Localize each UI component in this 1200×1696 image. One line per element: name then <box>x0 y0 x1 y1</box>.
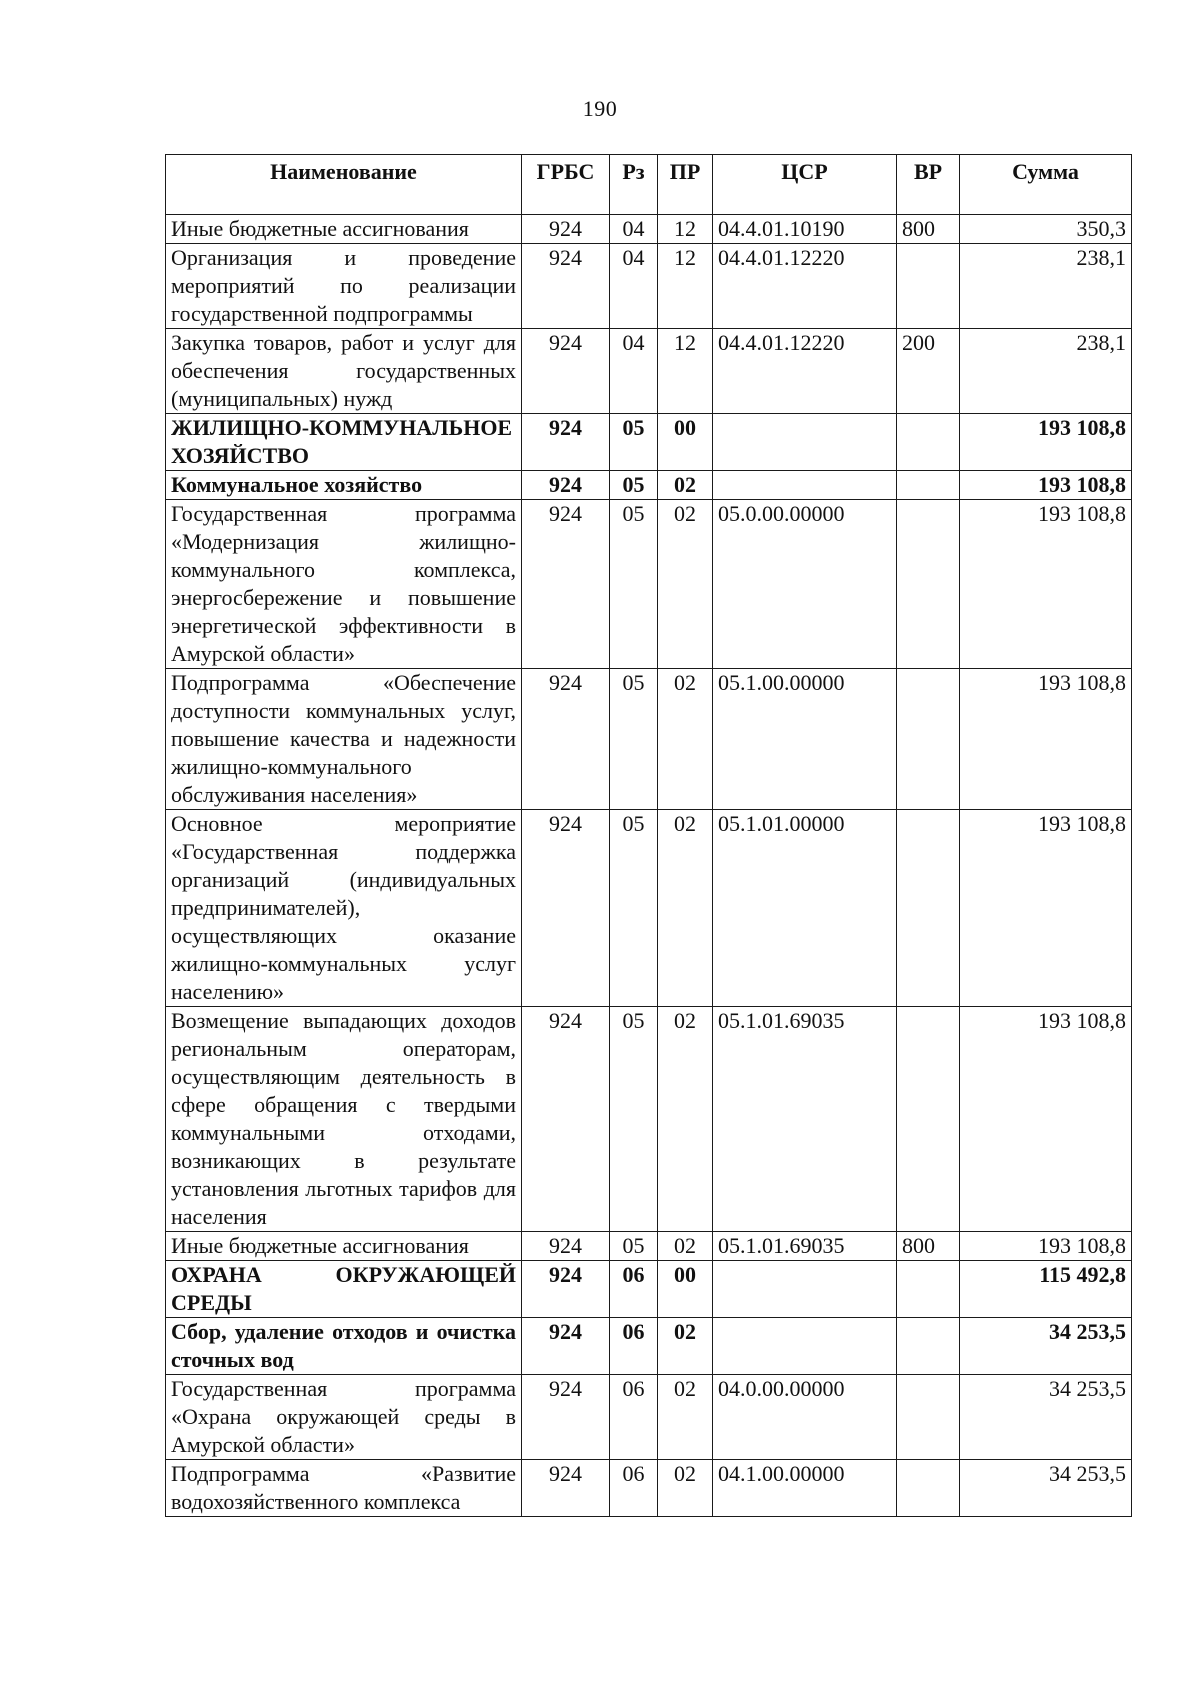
cell-name: Возмещение выпадающих доходов региональным операторам, осуществляющим деятельность в сфере обращения с твердыми коммунальными отходами, возникающих в результате установления льготных тарифов для населения <box>166 1007 522 1232</box>
cell-vr: 800 <box>897 215 960 244</box>
cell-sum: 34 253,5 <box>960 1375 1132 1460</box>
cell-name: ОХРАНА ОКРУЖАЮЩЕЙ СРЕДЫ <box>166 1261 522 1318</box>
cell-sum: 193 108,8 <box>960 810 1132 1007</box>
budget-table <box>165 154 1132 1517</box>
page-number: 190 <box>582 96 618 121</box>
cell-csr <box>713 414 897 471</box>
cell-name: Иные бюджетные ассигнования <box>166 1232 522 1261</box>
header-grbs: ГРБС <box>522 155 610 215</box>
cell-vr <box>897 669 960 810</box>
cell-pr: 12 <box>658 329 713 414</box>
cell-pr: 00 <box>658 1261 713 1318</box>
cell-sum: 193 108,8 <box>960 669 1132 810</box>
cell-name: Подпрограмма «Обеспечение доступности коммунальных услуг, повышение качества и надежности жилищно-коммунального обслуживания населения» <box>166 669 522 810</box>
table-row <box>166 244 1132 329</box>
table-row <box>166 669 1132 810</box>
table-row <box>166 1232 1132 1261</box>
header-name: Наименование <box>166 155 522 215</box>
cell-name: Государственная программа «Охрана окружающей среды в Амурской области» <box>166 1375 522 1460</box>
header-csr: ЦСР <box>713 155 897 215</box>
table-row <box>166 1007 1132 1232</box>
cell-pr: 12 <box>658 244 713 329</box>
cell-vr <box>897 471 960 500</box>
table-row <box>166 1460 1132 1517</box>
header-sum: Сумма <box>960 155 1132 215</box>
cell-rz: 04 <box>610 244 658 329</box>
cell-vr <box>897 500 960 669</box>
cell-sum: 350,3 <box>960 215 1132 244</box>
cell-vr <box>897 1460 960 1517</box>
cell-grbs: 924 <box>522 471 610 500</box>
cell-rz: 05 <box>610 414 658 471</box>
cell-rz: 05 <box>610 1007 658 1232</box>
cell-sum: 34 253,5 <box>960 1318 1132 1375</box>
cell-grbs: 924 <box>522 810 610 1007</box>
cell-sum: 238,1 <box>960 244 1132 329</box>
cell-vr <box>897 244 960 329</box>
cell-sum: 238,1 <box>960 329 1132 414</box>
cell-csr: 05.1.00.00000 <box>713 669 897 810</box>
table-header-row <box>166 155 1132 215</box>
cell-sum: 193 108,8 <box>960 1007 1132 1232</box>
cell-rz: 06 <box>610 1318 658 1375</box>
cell-rz: 05 <box>610 669 658 810</box>
cell-grbs: 924 <box>522 1318 610 1375</box>
table-row <box>166 1261 1132 1318</box>
cell-rz: 05 <box>610 810 658 1007</box>
cell-sum: 193 108,8 <box>960 1232 1132 1261</box>
header-rz: Рз <box>610 155 658 215</box>
cell-pr: 02 <box>658 1007 713 1232</box>
cell-name: Коммунальное хозяйство <box>166 471 522 500</box>
header-pr: ПР <box>658 155 713 215</box>
table-row <box>166 414 1132 471</box>
cell-pr: 02 <box>658 1375 713 1460</box>
cell-name: ЖИЛИЩНО-КОММУНАЛЬНОЕ ХОЗЯЙСТВО <box>166 414 522 471</box>
cell-pr: 02 <box>658 500 713 669</box>
cell-pr: 02 <box>658 669 713 810</box>
cell-name: Иные бюджетные ассигнования <box>166 215 522 244</box>
cell-sum: 34 253,5 <box>960 1460 1132 1517</box>
cell-csr: 04.1.00.00000 <box>713 1460 897 1517</box>
cell-grbs: 924 <box>522 669 610 810</box>
cell-csr: 05.1.01.69035 <box>713 1007 897 1232</box>
cell-csr: 04.0.00.00000 <box>713 1375 897 1460</box>
cell-grbs: 924 <box>522 1232 610 1261</box>
cell-vr: 800 <box>897 1232 960 1261</box>
table-row <box>166 500 1132 669</box>
cell-csr: 05.0.00.00000 <box>713 500 897 669</box>
cell-rz: 04 <box>610 215 658 244</box>
cell-vr <box>897 1318 960 1375</box>
cell-pr: 12 <box>658 215 713 244</box>
cell-rz: 06 <box>610 1460 658 1517</box>
cell-rz: 05 <box>610 500 658 669</box>
cell-sum: 193 108,8 <box>960 471 1132 500</box>
cell-pr: 02 <box>658 1460 713 1517</box>
cell-csr <box>713 1261 897 1318</box>
table-row <box>166 471 1132 500</box>
cell-pr: 02 <box>658 810 713 1007</box>
cell-name: Закупка товаров, работ и услуг для обеспечения государственных (муниципальных) нужд <box>166 329 522 414</box>
cell-csr: 05.1.01.69035 <box>713 1232 897 1261</box>
cell-name: Подпрограмма «Развитие водохозяйственного комплекса <box>166 1460 522 1517</box>
cell-csr <box>713 1318 897 1375</box>
cell-name: Организация и проведение мероприятий по реализации государственной подпрограммы <box>166 244 522 329</box>
cell-grbs: 924 <box>522 414 610 471</box>
cell-rz: 06 <box>610 1375 658 1460</box>
table-row <box>166 329 1132 414</box>
cell-grbs: 924 <box>522 215 610 244</box>
cell-csr <box>713 471 897 500</box>
cell-vr: 200 <box>897 329 960 414</box>
cell-rz: 06 <box>610 1261 658 1318</box>
cell-pr: 00 <box>658 414 713 471</box>
cell-vr <box>897 1261 960 1318</box>
cell-rz: 05 <box>610 471 658 500</box>
cell-rz: 04 <box>610 329 658 414</box>
cell-sum: 193 108,8 <box>960 500 1132 669</box>
table-row <box>166 1375 1132 1460</box>
cell-rz: 05 <box>610 1232 658 1261</box>
cell-name: Сбор, удаление отходов и очистка сточных вод <box>166 1318 522 1375</box>
table-row <box>166 215 1132 244</box>
cell-vr <box>897 1007 960 1232</box>
cell-pr: 02 <box>658 1232 713 1261</box>
cell-csr: 04.4.01.10190 <box>713 215 897 244</box>
cell-grbs: 924 <box>522 1007 610 1232</box>
cell-grbs: 924 <box>522 500 610 669</box>
cell-pr: 02 <box>658 471 713 500</box>
cell-grbs: 924 <box>522 1460 610 1517</box>
cell-csr: 04.4.01.12220 <box>713 244 897 329</box>
cell-grbs: 924 <box>522 329 610 414</box>
cell-sum: 115 492,8 <box>960 1261 1132 1318</box>
cell-grbs: 924 <box>522 244 610 329</box>
cell-vr <box>897 1375 960 1460</box>
cell-csr: 04.4.01.12220 <box>713 329 897 414</box>
table-row <box>166 810 1132 1007</box>
cell-grbs: 924 <box>522 1261 610 1318</box>
cell-vr <box>897 810 960 1007</box>
header-vr: ВР <box>897 155 960 215</box>
cell-csr: 05.1.01.00000 <box>713 810 897 1007</box>
cell-name: Основное мероприятие «Государственная поддержка организаций (индивидуальных предпринимателей), осуществляющих оказание жилищно-коммунальных услуг населению» <box>166 810 522 1007</box>
table-row <box>166 1318 1132 1375</box>
cell-grbs: 924 <box>522 1375 610 1460</box>
cell-sum: 193 108,8 <box>960 414 1132 471</box>
cell-pr: 02 <box>658 1318 713 1375</box>
cell-name: Государственная программа «Модернизация жилищно-коммунального комплекса, энергосбережение и повышение энергетической эффективности в Амурской области» <box>166 500 522 669</box>
cell-vr <box>897 414 960 471</box>
